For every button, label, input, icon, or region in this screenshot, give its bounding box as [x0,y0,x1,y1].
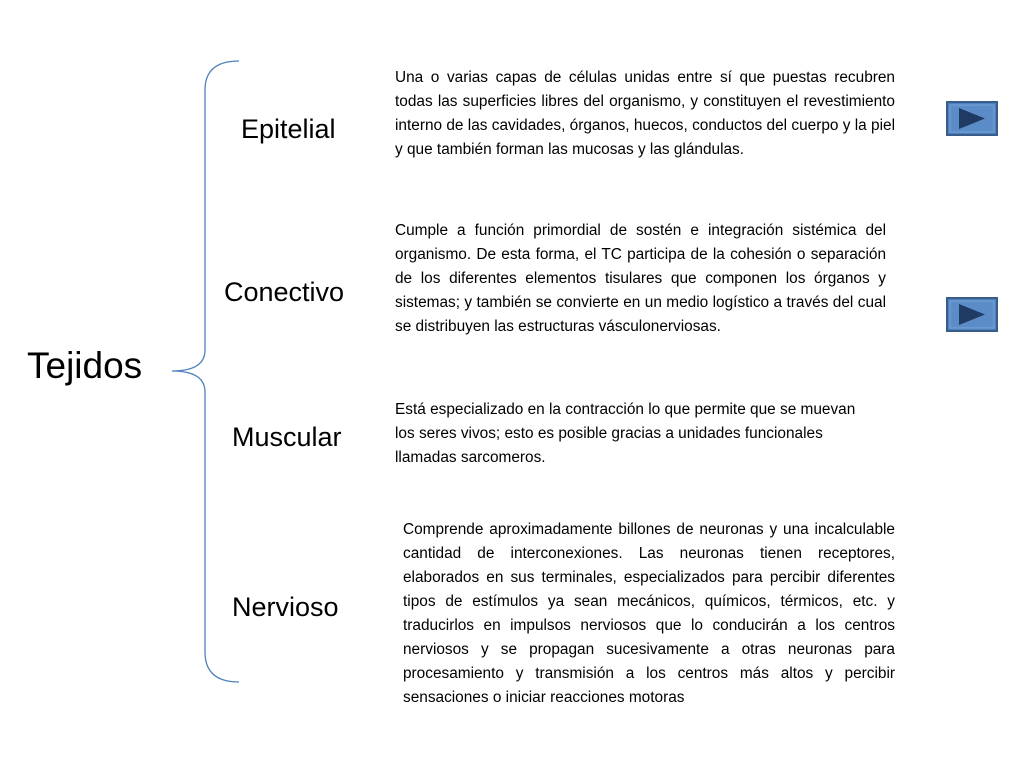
branch-description-conectivo: Cumple a función primordial de sostén e integración sistémica del organismo. De esta forma, el TC participa de la cohesión o separación de los diferentes elementos tisulares que componen los órganos y sistemas; y también se convierte en un medio logístico a través del cual se distribuyen las estructuras vásculonerviosas. [395,222,886,335]
branch-title-muscular: Muscular [232,422,342,452]
branch-title-nervioso: Nervioso [232,592,339,622]
play-arrow-icon [946,297,998,332]
branch-description-epitelial: Una o varias capas de células unidas entre sí que puestas recubren todas las superficies libres del organismo, y constituyen el revestimiento interno de las cavidades, órganos, huecos, conductos del cuerpo y la piel y que también forman las mucosas y las glándulas. [395,69,895,158]
next-button-1[interactable] [946,101,998,136]
branch-description-nervioso: Comprende aproximadamente billones de neuronas y una incalculable cantidad de interconexiones. Las neuronas tienen receptores, elaborados en sus terminales, especializados para percibir diferentes tipos de estímulos ya sean mecánicos, químicos, térmicos, etc. y traducirlos en impulsos nerviosos que lo conducirán a los centros nerviosos y se propagan sucesivamente a otras neuronas para procesamiento y transmisión a los centros más altos y percibir sensaciones o iniciar reacciones motoras [403,521,895,706]
root-title: Tejidos [27,345,143,386]
play-arrow-icon [946,101,998,136]
branch-description-muscular: Está especializado en la contracción lo que permite que se muevan los seres vivos; esto es posible gracias a unidades funcionales llamadas sarcomeros. [395,401,856,466]
branch-title-epitelial: Epitelial [241,114,336,144]
branch-title-conectivo: Conectivo [224,277,345,307]
brace-path [172,61,239,682]
next-button-2[interactable] [946,297,998,332]
